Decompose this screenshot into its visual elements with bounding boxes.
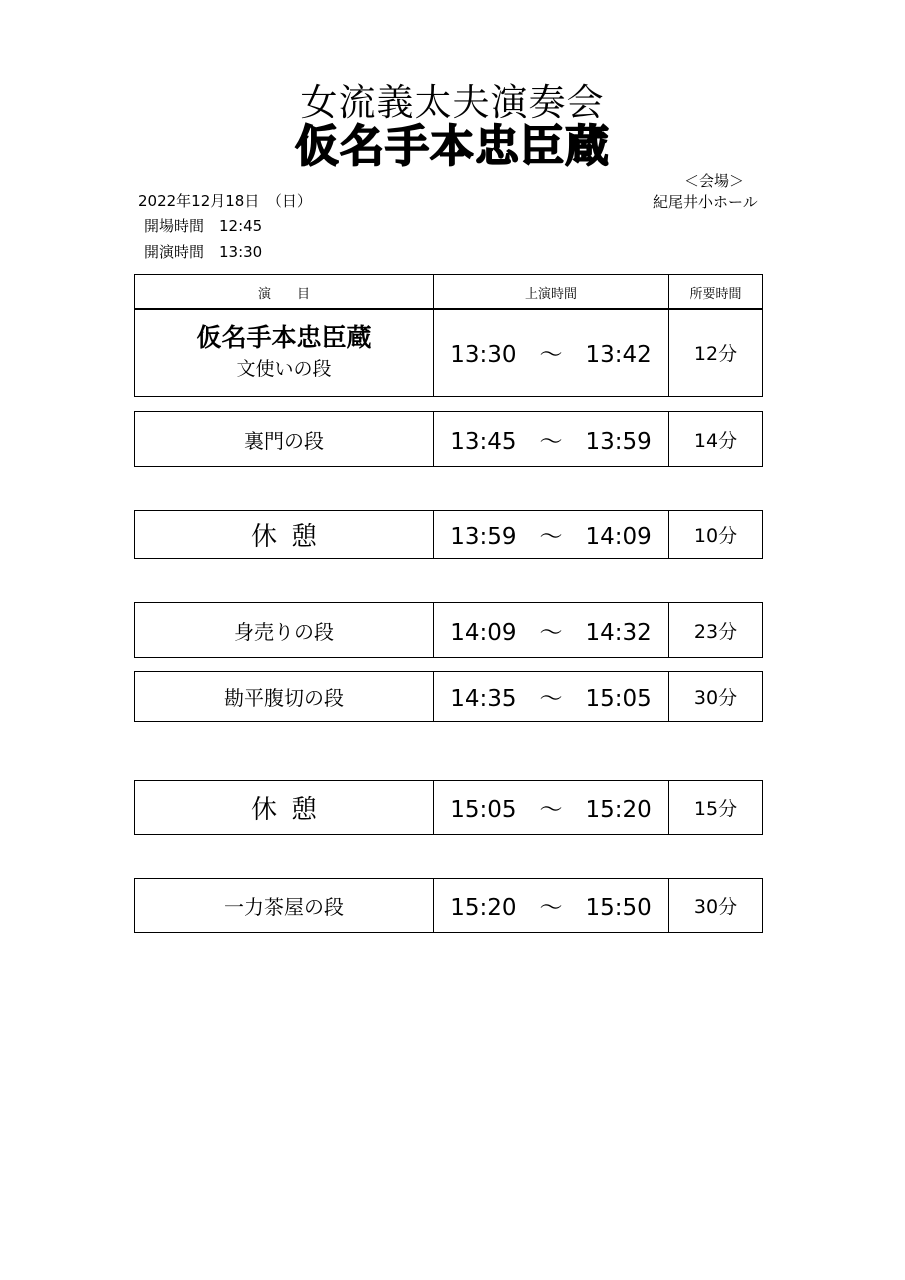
venue-label: ＜会場＞: [684, 172, 745, 190]
table-row: [134, 671, 763, 722]
duration: 12分: [693, 343, 738, 365]
concert-title: 女流義太夫演奏会: [300, 81, 605, 124]
column-header-time: 上演時間: [434, 275, 669, 309]
table-row-intermission: [134, 780, 763, 835]
intermission-label: 休憩: [135, 511, 434, 558]
program-act: 文使いの段: [236, 357, 332, 380]
program-play-title: 仮名手本忠臣蔵: [196, 322, 372, 352]
show-start-time: 開演時間 13:30: [144, 243, 263, 261]
duration: 23分: [693, 620, 738, 643]
program-cell: [135, 309, 434, 396]
intermission-label: 休憩: [135, 781, 434, 834]
column-header-program: 演 目: [135, 275, 434, 309]
time-range: 14:09 ～ 14:32: [434, 603, 669, 657]
duration: 30分: [693, 687, 738, 709]
time-range: 15:05 ～ 15:20: [434, 781, 669, 834]
duration: 30分: [693, 896, 738, 918]
play-title-heading: 仮名手本忠臣蔵: [295, 121, 610, 172]
duration: 14分: [693, 429, 738, 452]
table-row-intermission: [134, 510, 763, 559]
program-act: 一力茶屋の段: [135, 879, 434, 932]
table-row: [134, 878, 763, 933]
column-header-duration: 所要時間: [689, 286, 742, 302]
time-range: 13:45 ～ 13:59: [434, 412, 669, 466]
table-row: [134, 308, 763, 397]
table-row: [134, 411, 763, 467]
venue-name: 紀尾井小ホール: [653, 193, 758, 211]
time-range: 13:30 ～ 13:42: [434, 309, 669, 396]
time-range: 13:59 ～ 14:09: [434, 511, 669, 558]
time-range: 15:20 ～ 15:50: [434, 879, 669, 932]
duration: 15分: [693, 798, 738, 820]
table-row: [134, 602, 763, 658]
program-act: 勘平腹切の段: [135, 672, 434, 721]
time-range: 14:35 ～ 15:05: [434, 672, 669, 721]
table-header: [134, 274, 763, 310]
doors-open-time: 開場時間 12:45: [144, 217, 263, 235]
program-act: 裏門の段: [135, 412, 434, 466]
performance-date: 2022年12月18日 （日）: [138, 192, 312, 210]
duration: 10分: [693, 525, 738, 547]
program-act: 身売りの段: [135, 603, 434, 657]
